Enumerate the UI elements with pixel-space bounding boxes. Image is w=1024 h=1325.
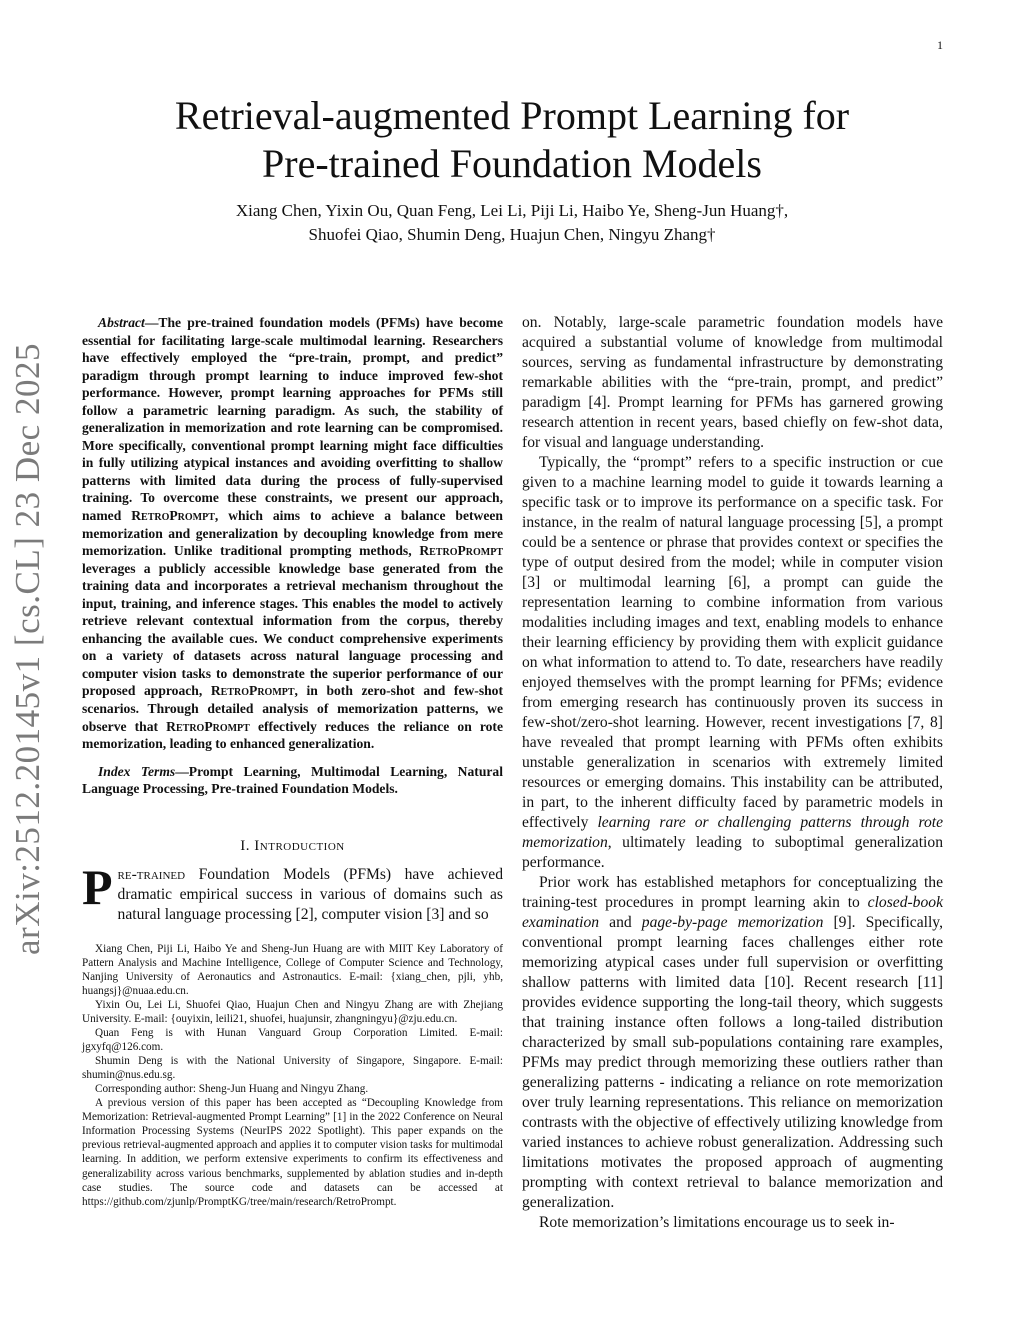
body-paragraph: on. Notably, large-scale parametric foundation models have acquired a substantial volume of knowledge from multimodal sources, serving as fundamental infrastructure by demonstrating remarkable abilities with the “pre-train, prompt, and predict” paradigm [4]. Prompt learning for PFMs has garnered growing research attention in recent years, based chiefly on few-shot data, for visual and language understanding. <box>522 314 943 451</box>
abstract-text: , which aims to achieve a balance between memorization and generalization by decoupling knowledge from mere memorization. Unlike traditional prompting methods, <box>82 508 503 559</box>
footnote: A previous version of this paper has been accepted as “Decoupling Knowledge from Memorization: Retrieval-augmented Prompt Learning” [1] in the 2022 Conference on Neural Information Processing Systems (NeurIPS 2022 Spotlight). This paper expands on the previous retrieval-augmented approach and applies it to computer vision tasks for multimodal learning. In addition, we perform extensive experiments to confirm its effectiveness and generalizability across various benchmarks, supplemented by ablation studies and in-depth case studies. The source code and datasets can be accessed at https://github.com/zjunlp/PromptKG/tree/main/research/RetroPrompt. <box>82 1097 503 1208</box>
page-number: 1 <box>937 38 943 52</box>
body-paragraph <box>522 873 943 1213</box>
title-line: Pre-trained Foundation Models <box>262 141 762 186</box>
method-name: RetroPrompt <box>419 543 503 559</box>
footnote: Quan Feng is with Hunan Vanguard Group Corporation Limited. E-mail: jgxyfq@126.com. <box>82 1027 503 1054</box>
emphasis: learning rare or challenging patterns through rote memorization <box>522 814 943 851</box>
abstract-text: , in both zero-shot and few-shot scenarios. Through detailed analysis of memorization patterns, we observe that <box>82 683 503 734</box>
title-line: Retrieval-augmented Prompt Learning for <box>174 93 850 138</box>
body-text: Typically, the “prompt” refers to a specific instruction or cue given to a machine learning model to guide it towards learning a specific task or to improve its performance on a specific task. For instance, in the realm of natural language processing [5], a prompt could be a sentence or phrase that provides context or specifies the type of output desired from the model; while in computer vision [3] or multimodal learning [6], a prompt can guide the representation learning to combine information from various modalities including images and text, enabling models to enhance their learning efficiency by providing them with explicit guidance on what information to attend to. To date, researchers have readily enjoyed themselves with the prompt learning for PFMs; evidence from emerging research has continuously proven its success in few-shot/zero-shot learning. However, recent investigations [7, 8] have revealed that prompt learning with PFMs often exhibits unstable generalization in scenarios with extremely limited resources or emerging domains. This instability can be attributed, in part, to the inherent difficulty faced by parametric models in effectively <box>522 454 943 831</box>
section-title: Introduction <box>254 837 345 854</box>
footnote: Corresponding author: Sheng-Jun Huang and Ningyu Zhang. <box>95 1083 369 1096</box>
right-column <box>522 313 943 1233</box>
section-number: I. <box>240 837 251 854</box>
intro-text: Foundation Models (PFMs) have achieved dramatic empirical success in various of domains such as natural language processing [2], computer vision [3] and so <box>117 865 503 923</box>
footnotes <box>82 942 503 1209</box>
method-name: RetroPrompt <box>166 718 250 734</box>
body-text: [9]. Specifically, conventional prompt learning faces challenges either rote memorizing atypical cases under full supervision or overfitting shallow patterns with limited data [10]. Recent research [11] provides evidence supporting the long-tail theory, which suggests that training instance often follows a long-tailed distribution characterized by small sub-populations containing rare examples, PFMs may predict through memorizing these outliers rather than generalizing patterns - indicating a reliance on rote memorization over truly learning representations. This reliance on memorization contrasts with the objective of effectively utilizing knowledge from varied instances to achieve robust generalization. Addressing such limitations motivates the proposed approach of augmenting prompting with context retrieval to balance memorization and generalization. <box>522 914 943 1211</box>
abstract-text: effectively reduces the reliance on rote memorization, leading to enhanced generalization. <box>82 718 503 752</box>
footnote: Xiang Chen, Piji Li, Haibo Ye and Sheng-Jun Huang are with MIIT Key Laboratory of Pattern Analysis and Machine Intelligence, College of Computer Science and Technology, Nanjing University of Aeronautics and Astronautics. E-mail: {xiang_chen, pjli, yhb, huangsj}@nuaa.edu.cn. <box>82 942 503 997</box>
method-name: RetroPrompt <box>131 508 215 524</box>
intro-cap-text: re-trained <box>117 865 186 883</box>
emphasis: closed-book examination <box>522 894 943 931</box>
abstract-label: Abstract <box>98 315 145 330</box>
abstract <box>82 314 503 798</box>
index-terms <box>82 763 503 798</box>
body-paragraph: Rote memorization’s limitations encourage us to seek in- <box>539 1214 895 1231</box>
index-terms-label: Index Terms <box>98 763 176 779</box>
emphasis: page-by-page memorization <box>641 914 824 931</box>
body-paragraph <box>522 453 943 873</box>
index-terms-dash: — <box>175 763 189 779</box>
footnote: Yixin Ou, Lei Li, Shuofei Qiao, Huajun Chen and Ningyu Zhang are with Zhejiang University. E-mail: {ouyixin, leili21, shuofei, huajunsir, zhangningyu}@zju.edu.cn. <box>82 998 503 1025</box>
abstract-text: leverages a publicly accessible knowledge base generated from the training data and incorporates a retrieval mechanism throughout the input, training, and inference stages. This enables the model to actively retrieve relevant contextual information from the corpus, thereby enhancing the available cues. We conduct comprehensive experiments on a variety of datasets across natural language processing and computer vision tasks to demonstrate the superior performance of our proposed approach, <box>82 560 503 699</box>
footnote: Shumin Deng is with the National University of Singapore, Singapore. E-mail: shumin@nus.edu.sg. <box>82 1055 503 1082</box>
paper-title <box>0 92 1024 188</box>
left-column <box>82 314 503 1209</box>
author-line: Xiang Chen, Yixin Ou, Quan Feng, Lei Li, Piji Li, Haibo Ye, Sheng-Jun Huang†, <box>235 201 789 220</box>
index-terms-text: Prompt Learning, Multimodal Learning, Natural Language Processing, Pre-trained Foundation Models. <box>82 763 503 797</box>
abstract-dash: — <box>144 315 159 330</box>
body-text: Prior work has established metaphors for conceptualizing the training-test procedures in prompt learning akin to <box>522 874 943 911</box>
author-list <box>0 199 1024 247</box>
arxiv-identifier: arXiv:2512.20145v1 [cs.CL] 23 Dec 2025 <box>8 343 47 955</box>
intro-paragraph <box>82 858 503 925</box>
abstract-text: The pre-trained foundation models (PFMs) have become essential for facilitating large-scale multimodal learning. Researchers have effectively employed the “pre-train, prompt, and predict” paradigm through prompt learning to induce improved few-shot performance. However, prompt learning approaches for PFMs still follow a parametric learning paradigm. As such, the stability of generalization in memorization and rote learning can be compromised. More specifically, conventional prompt learning might face difficulties in fully utilizing atypical instances and avoiding overfitting to shallow patterns with limited data during the process of fully-supervised training. To overcome these constraints, we present our approach, named <box>82 315 503 524</box>
drop-cap: P <box>82 858 113 915</box>
author-line: Shuofei Qiao, Shumin Deng, Huajun Chen, Ningyu Zhang† <box>308 225 716 244</box>
method-name: RetroPrompt <box>210 683 295 699</box>
section-heading <box>82 838 503 855</box>
body-text: and <box>599 914 642 931</box>
body-text: , ultimately leading to suboptimal generalization performance. <box>522 834 943 871</box>
